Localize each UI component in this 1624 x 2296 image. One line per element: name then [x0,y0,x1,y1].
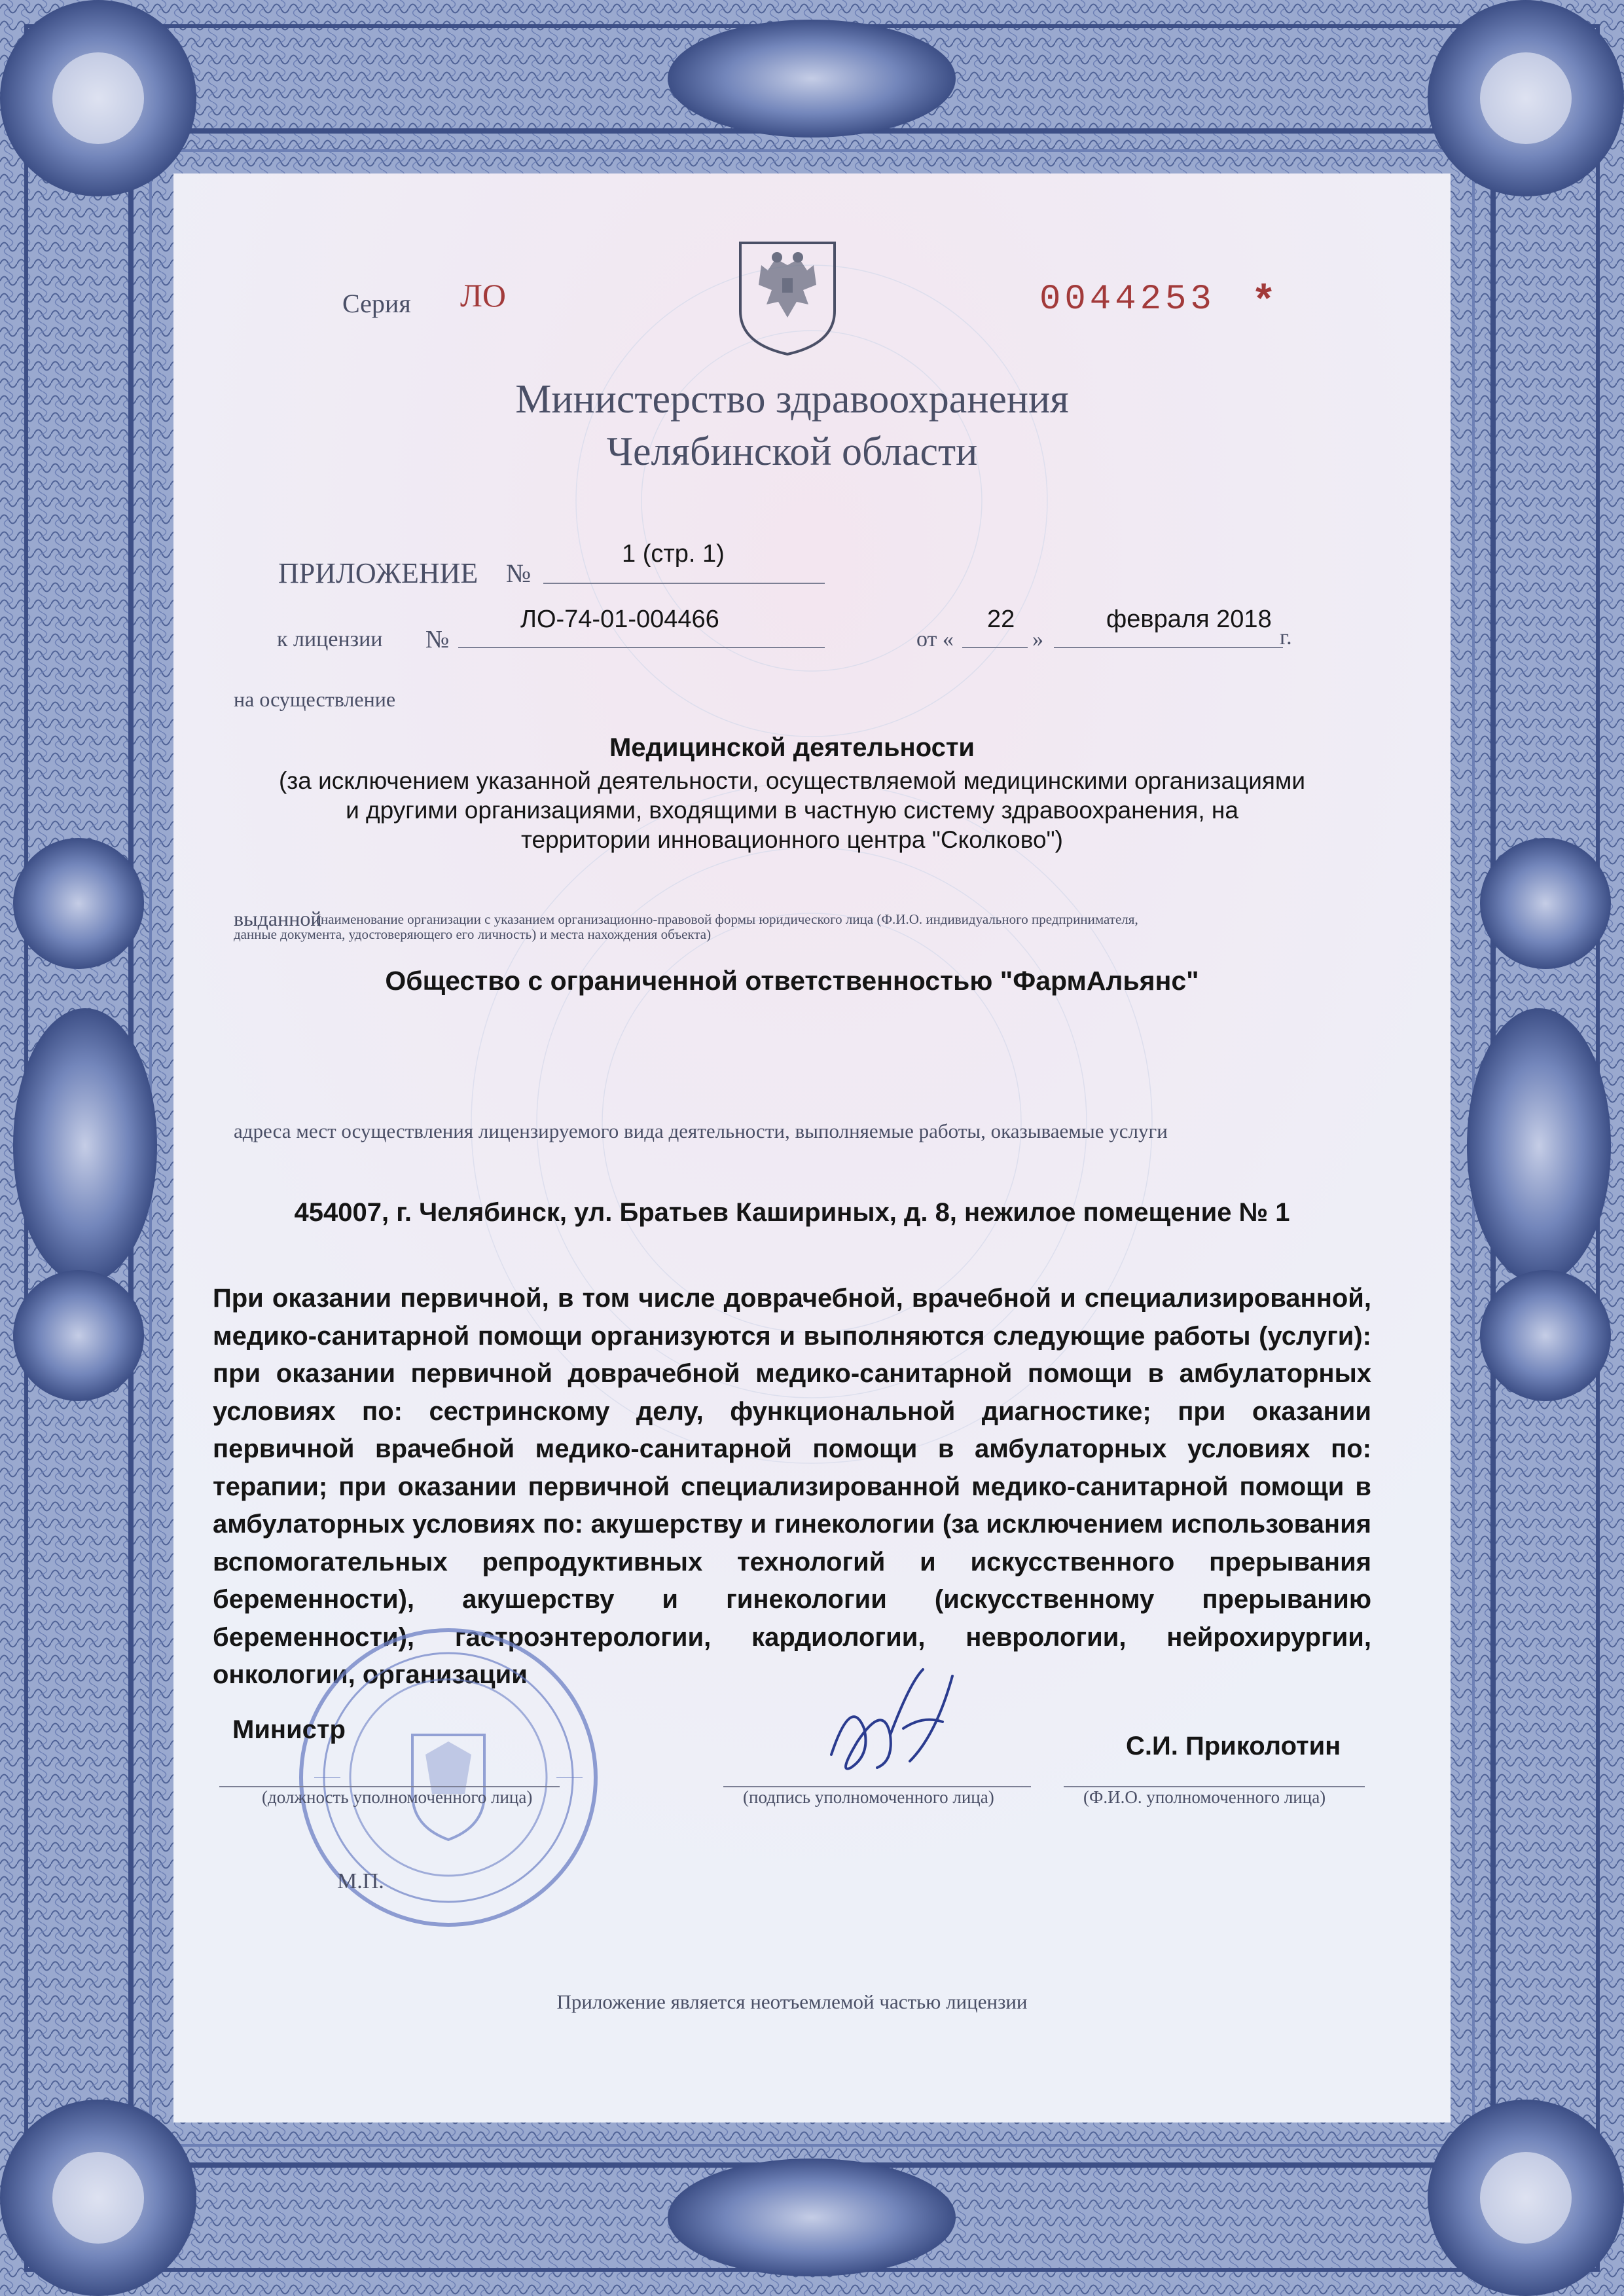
activity-note-line-2: и другими организациями, входящими в частную систему здравоохранения, на [346,797,1238,824]
license-underline [458,647,825,648]
date-month-underline [1054,647,1283,648]
issued-to-hint-line2: данные документа, удостоверяющего его личность) и места нахождения объекта) [234,926,712,942]
activity-label: на осуществление [234,687,396,711]
date-from-label: от « [916,627,954,651]
license-no-sign: № [425,626,450,653]
appendix-underline [543,583,825,584]
date-month-year: февраля 2018 [1106,606,1272,633]
date-year-suffix: г. [1280,625,1292,649]
organization-name: Общество с ограниченной ответственностью "ФармАльянс" [385,966,1199,996]
name-caption: (Ф.И.О. уполномоченного лица) [1083,1787,1326,1807]
issued-to-label: выданной [234,907,322,930]
series-value: ЛО [460,277,507,314]
license-number: 0044253 [1039,280,1216,319]
date-day-close: » [1032,627,1043,651]
appendix-number: 1 (стр. 1) [622,540,725,568]
signatory-name: С.И. Приколотин [1126,1732,1341,1760]
signatory-position: Министр [232,1715,346,1744]
coat-of-arms-icon [735,239,840,357]
activity-note-line-1: (за исключением указанной деятельности, осуществляемой медицинскими организациями [278,767,1306,794]
date-day-underline [962,647,1028,648]
signature-caption: (подпись уполномоченного лица) [743,1787,994,1807]
activity-title: Медицинской деятельности [609,733,975,762]
activity-address: 454007, г. Челябинск, ул. Братьев Кашириных, д. 8, нежилое помещение № 1 [294,1198,1290,1227]
issued-to-hint-line1: (наименование организации с указанием организационно-правовой формы юридического лица (Ф.И.О. индивидуального предпринимателя, [316,911,1138,927]
services-paragraph: При оказании первичной, в том числе доврачебной, врачебной и специализированной, медико-санитарной помощи организуются и выполняются следующие работы (услуги): при оказании первичной доврачебной медико-санитарной помощи в амбулаторных условиях по: сестринскому делу, функциональной диагностике; при оказании первичной врачебной медико-санитарной помощи в амбулаторных условиях по: терапии; при оказании первичной специализированной медико-санитарной помощи в амбулаторных условиях по: акушерству и гинекологии (за исключением использования вспомогательных репродуктивных технологий и искусственного прерывания беременности), акушерству и гинекологии (искусственному прерыванию беременности), гастроэнтерологии, кардиологии, неврологии, нейрохирургии, онкологии, организации [213,1284,1371,1689]
handwritten-signature-icon [812,1656,969,1787]
stamp-place-label: М.П. [337,1869,384,1893]
issuer-line2: Челябинской области [606,429,978,474]
issuer-line1: Министерство здравоохранения [515,377,1069,422]
license-label: к лицензии [277,627,383,651]
license-number-value: ЛО-74-01-004466 [520,606,719,633]
activity-note-line-3: территории инновационного центра "Сколково") [520,826,1064,853]
footer-note: Приложение является неотъемлемой частью лицензии [556,1990,1028,2013]
addresses-label: адреса мест осуществления лицензируемого вида деятельности, выполняемые работы, оказываемые услуги [234,1120,1168,1142]
appendix-no-sign: № [506,558,532,588]
position-caption: (должность уполномоченного лица) [262,1787,533,1807]
appendix-label: ПРИЛОЖЕНИЕ [278,557,478,589]
series-label: Серия [342,289,411,318]
date-day: 22 [987,606,1015,633]
number-mark: * [1255,274,1272,321]
